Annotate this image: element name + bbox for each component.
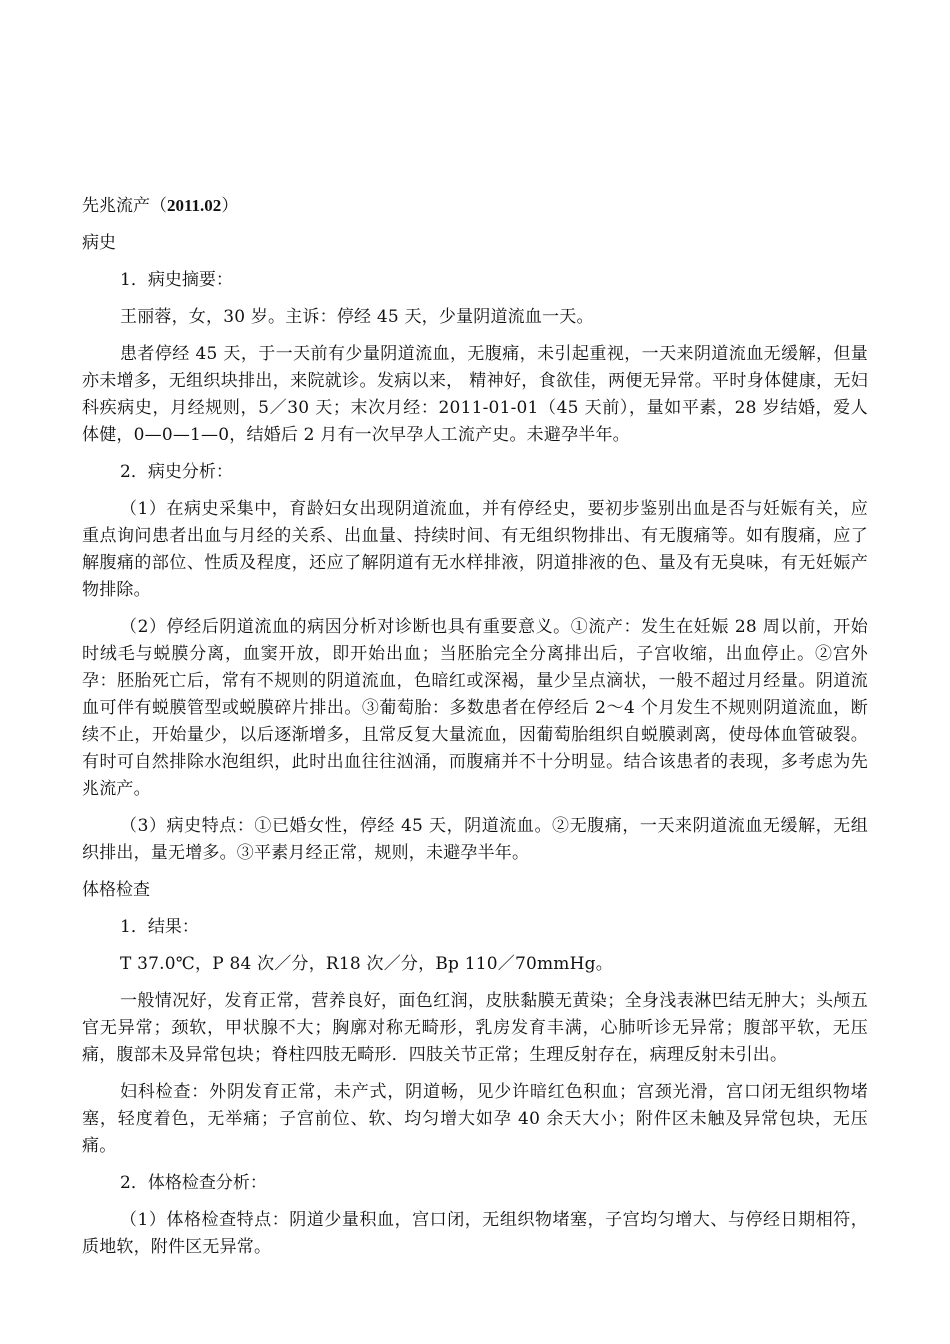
document-title — [82, 192, 868, 220]
exam-analysis-heading: 2．体格检查分析： — [120, 1173, 267, 1193]
history-analysis-1: （1）在病史采集中，育龄妇女出现阴道流血，并有停经史，要初步鉴别出血是否与妊娠有关，应重点询问患者出血与月经的关系、出血量、持续时间、有无组织物排出、有无腹痛等。如有腹痛，应了解腹痛的部位、性质及程度，还应了解阴道有无水样排液，阴道排液的色、量及有无臭味，有无妊娠产物排除。 — [82, 499, 868, 600]
title-suffix: ） — [221, 196, 239, 216]
exam-results-heading: 1．结果： — [120, 917, 199, 937]
exam-analysis-1: （1）体格检查特点：阴道少量积血，宫口闭，无组织物堵塞，子宫均匀增大、与停经日期相符，质地软，附件区无异常。 — [82, 1210, 868, 1257]
history-analysis-3: （3）病史特点：①已婚女性，停经 45 天，阴道流血。②无腹痛，一天来阴道流血无缓解，无组织排出，量无增多。③平素月经正常，规则，未避孕半年。 — [82, 816, 868, 863]
exam-heading: 体格检查 — [82, 880, 150, 900]
history-summary-intro: 王丽蓉，女，30 岁。主诉：停经 45 天，少量阴道流血一天。 — [120, 307, 594, 327]
history-analysis-heading: 2．病史分析： — [120, 462, 233, 482]
title-prefix: 先兆流产（ — [82, 196, 167, 216]
history-summary-body: 患者停经 45 天，于一天前有少量阴道流血，无腹痛，未引起重视，一天来阴道流血无缓解，但量亦未增多，无组织块排出，来院就诊。发病以来， 精神好，食欲佳，两便无异常。平时身体健康，无妇科疾病史，月经规则，5／30 天；末次月经：2011-01-01（45 天前），量如平素，28 岁结婚，爱人体健，0—0—1—0，结婚后 2 月有一次早孕人工流产史。未避孕半年。 — [82, 344, 868, 445]
document-page — [82, 192, 868, 1271]
history-analysis-2: （2）停经后阴道流血的病因分析对诊断也具有重要意义。①流产：发生在妊娠 28 周以前，开始时绒毛与蜕膜分离，血窦开放，即开始出血；当胚胎完全分离排出后，子宫收缩，出血停止。②宫外孕：胚胎死亡后，常有不规则的阴道流血，色暗红或深褐，量少呈点滴状，一般不超过月经量。阴道流血可伴有蜕膜管型或蜕膜碎片排出。③葡萄胎：多数患者在停经后 2～4 个月发生不规则阴道流血，断续不止，开始量少，以后逐渐增多，且常反复大量流血，因葡萄胎组织自蜕膜剥离，使母体血管破裂。有时可自然排除水泡组织，此时出血往往汹涌，而腹痛并不十分明显。结合该患者的表现，多考虑为先兆流产。 — [82, 617, 868, 799]
history-summary-heading: 1．病史摘要： — [120, 270, 233, 290]
exam-gynecologic: 妇科检查：外阴发育正常，未产式，阴道畅，见少许暗红色积血；宫颈光滑，宫口闭无组织物堵塞，轻度着色，无举痛；子宫前位、软、均匀增大如孕 40 余天大小；附件区未触及异常包块，无压痛。 — [82, 1082, 868, 1156]
exam-general: 一般情况好，发育正常，营养良好，面色红润，皮肤黏膜无黄染；全身浅表淋巴结无肿大；头颅五官无异常；颈软，甲状腺不大；胸廓对称无畸形，乳房发育丰满，心肺听诊无异常；腹部平软，无压痛，腹部未及异常包块；脊柱四肢无畸形．四肢关节正常；生理反射存在，病理反射未引出。 — [82, 991, 868, 1065]
history-heading: 病史 — [82, 233, 116, 253]
title-year: 2011.02 — [167, 196, 222, 215]
exam-vitals: T 37.0℃，P 84 次／分，R18 次／分，Bp 110／70mmHg。 — [120, 954, 613, 974]
